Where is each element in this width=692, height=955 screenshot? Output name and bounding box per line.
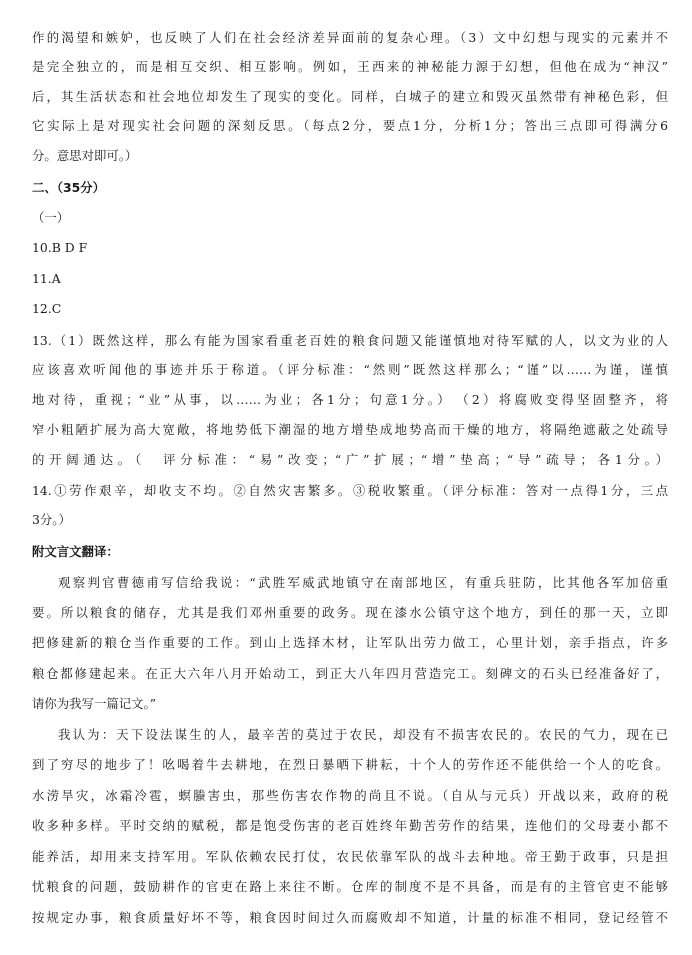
translation-line: 到了穷尽的地步了！吆喝着牛去耕地，在烈日暴晒下耕耘，十个人的劳作还不能供给一个人的吃食。 <box>32 757 668 772</box>
answer-q10: 10.B D F <box>32 240 88 255</box>
answer-line: 后，其生活状态和社会地位却发生了现实的变化。同样，白城子的建立和毁灭虽然带有神秘色彩，但 <box>32 89 668 104</box>
translation-line: 水涝旱灾，冰霜冷雹，螟螣害虫，那些伤害农作物的尚且不说。（自从与元兵）开战以来，政府的税 <box>32 788 668 803</box>
translation-line: 我认为：天下设法谋生的人，最辛苦的莫过于农民，却没有不损害农民的。农民的气力，现在已 <box>58 727 668 742</box>
translation-line: 观察判官曹德甫写信给我说：“武胜军威武地镇守在南部地区，有重兵驻防，比其他各军加倍重 <box>58 575 668 590</box>
answer-q13-line: 应该喜欢听闻他的事迹并乐于称道。（评分标准：“然则”既然这样那么；“谨”以……为谨，谨慎 <box>32 362 668 377</box>
answer-q11: 11.A <box>32 271 61 286</box>
subsection-label: （一） <box>32 210 70 225</box>
answer-q12: 12.C <box>32 301 62 316</box>
answer-q13-line: 窄小粗陋扩展为高大宽敞，将地势低下潮湿的地方增垫成地势高而干燥的地方，将隔绝遮蔽之处疏导 <box>32 422 668 437</box>
translation-heading: 附文言文翻译： <box>32 544 119 559</box>
section-heading: 二、（35分） <box>32 180 105 195</box>
answer-q14-line: 3分。） <box>32 512 71 527</box>
answer-line: 它实际上是对现实社会问题的深刻反思。（每点2分，要点1分，分析1分；答出三点即可得满分6 <box>32 118 668 133</box>
answer-line: 是完全独立的，而是相互交织、相互影响。例如，王西来的神秘能力源于幻想，但他在成为“神汉” <box>32 59 668 74</box>
answer-q13-line: 地对待，重视；“业”从事，以……为业；各1分；句意1分。） （2）将腐败变得坚固整齐，将 <box>32 392 668 407</box>
answer-q13-line: 13.（1）既然这样，那么有能为国家看重老百姓的粮食问题又能谨慎地对待军赋的人，以文为业的人 <box>32 333 668 348</box>
answer-line: 作的渴望和嫉妒，也反映了人们在社会经济差异面前的复杂心理。（3）文中幻想与现实的元素并不 <box>32 30 668 45</box>
translation-line: 请你为我写一篇记文。” <box>32 696 157 711</box>
translation-line: 收多种多样。平时交纳的赋税，都是饱受伤害的老百姓终年勤苦劳作的结果，连他们的父母妻小都不 <box>32 818 668 833</box>
translation-line: 能养活，却用来支持军用。军队依赖农民打仗，农民依靠军队的战斗去种地。帝王勤于政事，只是担 <box>32 849 668 864</box>
answer-q13-line: 的开阔通达。（ 评分标准：“易”改变；“广”扩展；“增”垫高；“导”疏导；各1分。） <box>32 452 668 467</box>
translation-line: 要。所以粮食的储存，尤其是我们邓州重要的政务。现在漆水公镇守这个地方，到任的那一天，立即 <box>32 605 668 620</box>
answer-q14-line: 14.①劳作艰辛，却收支不均。②自然灾害繁多。③税收繁重。（评分标准：答对一点得1分，三点 <box>32 483 668 498</box>
translation-line: 按规定办事，粮食质量好坏不等，粮食因时间过久而腐败却不知道，计量的标准不相同，登记经管不 <box>32 910 668 925</box>
translation-line: 粮仓都修建起来。在正大六年八月开始动工，到正大八年四月营造完工。刻碑文的石头已经准备好了， <box>32 666 668 681</box>
translation-line: 忧粮食的问题，鼓励耕作的官吏在路上来往不断。仓库的制度不是不具备，而是有的主管官吏不能够 <box>32 879 668 894</box>
answer-line: 分。意思对即可。） <box>32 148 138 163</box>
translation-line: 把修建新的粮仓当作重要的工作。到山上选择木材，让军队出劳力做工，心里计划，亲手指点，许多 <box>32 635 668 650</box>
